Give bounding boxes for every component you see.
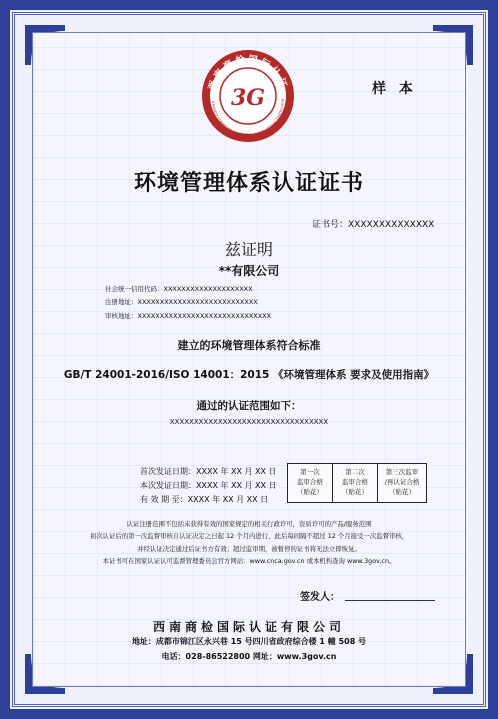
surveillance-cell-title: 第一次 bbox=[300, 468, 320, 477]
surveillance-cell-status: 监审合格 bbox=[297, 478, 323, 487]
surveillance-cell bbox=[377, 463, 427, 503]
certification-seal-logo bbox=[200, 48, 296, 144]
surveillance-cell-title: 第二次 bbox=[345, 468, 365, 477]
seal-logo-text: 3G bbox=[230, 85, 266, 111]
signature-line bbox=[345, 600, 435, 601]
surveillance-stamp-table bbox=[287, 463, 426, 503]
seal-ring-text-en: UTHWEST COMMODITY INSPECTION INTERNATIONAL CERTIFICATIO bbox=[210, 98, 286, 138]
scope-value: XXXXXXXXXXXXXXXXXXXXXXXXXXXXXXXXX bbox=[169, 418, 329, 426]
surveillance-cell bbox=[287, 463, 333, 503]
organization-address: 地址：成都市锦江区永兴巷 15 号四川省政府综合楼 1 幢 508 号 bbox=[131, 637, 367, 646]
surveillance-cell-status: 监审合格 bbox=[342, 478, 368, 487]
surveillance-cell-title: 第三次监审 bbox=[385, 468, 419, 477]
credit-code: 社会统一信用代码：XXXXXXXXXXXXXXXXXXXX bbox=[105, 285, 253, 293]
standard-value: GB/T 24001-2016/ISO 14001：2015 《环境管理体系 要求及使用指南》 bbox=[63, 369, 435, 381]
seal-ring-text: 西南商检国际认证 bbox=[207, 54, 289, 92]
this-issue-date: 本次发证日期：XXXX 年 XX 月 XX 日 bbox=[140, 481, 277, 490]
standard-label: 建立的环境管理体系符合标准 bbox=[177, 339, 321, 352]
sample-label: 样 本 bbox=[372, 81, 417, 97]
surveillance-cell-status: /再认证合格 bbox=[384, 478, 420, 487]
hereby-certify-text: 兹证明 bbox=[224, 240, 273, 259]
issuer-signature-label: 签发人： bbox=[300, 592, 340, 603]
scope-label: 通过的认证范围如下： bbox=[196, 400, 302, 412]
certificate-title: 环境管理体系认证证书 bbox=[133, 171, 364, 196]
certificate-number: 证书号：XXXXXXXXXXXXXX bbox=[312, 220, 435, 230]
note-line: 并经认证决定通过后证书方有效；超过监审期，被暂停的证书将无法立即恢复。 bbox=[137, 544, 361, 553]
audit-address: 审核地址：XXXXXXXXXXXXXXXXXXXXXXXXXXXXXX bbox=[105, 312, 272, 320]
certificate-notes bbox=[0, 518, 498, 568]
note-line: 认证注册范围不包括未获得有效的国家规定的相关行政许可，资质许可的产品/服务范围 bbox=[126, 520, 372, 528]
valid-until-date: 有 效 期 至：XXXX 年 XX 月 XX 日 bbox=[140, 495, 269, 504]
registered-address: 注册地址：XXXXXXXXXXXXXXXXXXXXXXXXXXX bbox=[105, 298, 258, 306]
first-issue-date: 首次发证日期：XXXX 年 XX 月 XX 日 bbox=[140, 467, 277, 476]
surveillance-cell-note: （贴花） bbox=[389, 487, 415, 496]
organization-name: 西南商检国际认证有限公司 bbox=[152, 620, 345, 634]
surveillance-cell bbox=[332, 463, 378, 503]
company-name: **有限公司 bbox=[218, 264, 280, 278]
surveillance-cell-note: （贴花） bbox=[297, 487, 323, 496]
organization-contact: 电话：028-86522800 网址：www.3gov.cn bbox=[161, 652, 337, 661]
note-line: 本证书可在国家认证认可监督管理委员会官方网站：www.cnca.gov.cn 或本机构查询 www.3gov.cn。 bbox=[102, 557, 396, 566]
surveillance-cell-note: （贴花） bbox=[342, 487, 368, 496]
note-line: 初次认证后的第一次监督审核自认证决定之日起 12 个月内进行，此后每间隔不超过 12 个月接受一次监督审核， bbox=[89, 532, 409, 541]
